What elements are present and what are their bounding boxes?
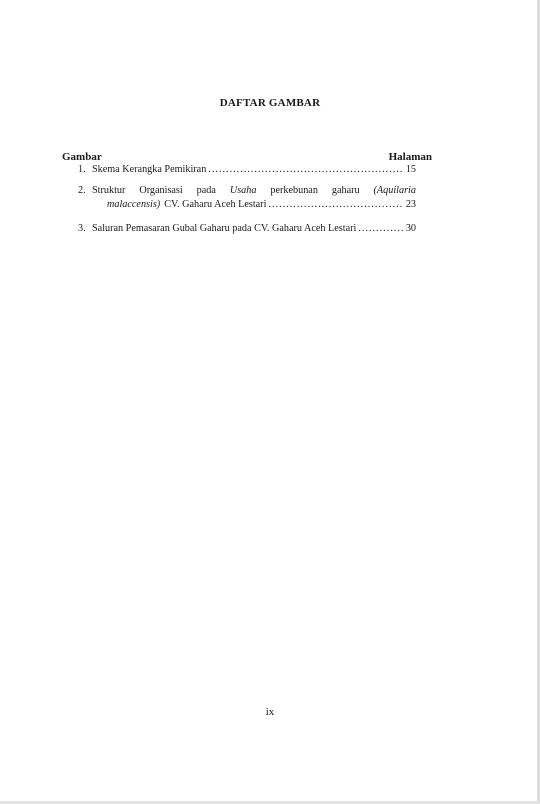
entry-number: 2. [78, 185, 86, 196]
entry-word: (Aquilaria [373, 185, 416, 196]
entry-word: Struktur [92, 185, 126, 196]
list-item [0, 163, 540, 177]
entry-word: Organisasi [139, 185, 183, 196]
entry-word: Usaha [229, 185, 257, 196]
entry-word: perkebunan [270, 185, 318, 196]
list-item [0, 222, 540, 236]
entry-row [92, 222, 416, 235]
leader-dots [208, 163, 404, 176]
page-title: DAFTAR GAMBAR [219, 97, 321, 109]
entry-title-rest: CV. Gaharu Aceh Lestari [164, 199, 267, 210]
entry-title-italic: malaccensis) [107, 199, 161, 210]
entry-word: gaharu [331, 185, 360, 196]
entry-number: 1. [78, 164, 86, 175]
leader-dots [358, 222, 404, 235]
column-header-halaman: Halaman [388, 151, 432, 163]
leader-dots [268, 198, 403, 211]
entry-title: Skema Kerangka Pemikiran [92, 164, 207, 175]
column-header-gambar: Gambar [62, 151, 102, 163]
entry-title-line1 [92, 184, 416, 197]
entry-row [107, 198, 416, 211]
entry-page: 23 [405, 199, 416, 210]
entry-page: 30 [405, 223, 416, 234]
entry-number: 3. [78, 223, 86, 234]
entry-word: pada [196, 185, 216, 196]
page-number: ix [265, 706, 275, 718]
list-item [0, 184, 540, 214]
entry-title: Saluran Pemasaran Gubal Gaharu pada CV. Gaharu Aceh Lestari [92, 223, 357, 234]
entry-page: 15 [405, 164, 416, 175]
entry-row [92, 163, 416, 176]
